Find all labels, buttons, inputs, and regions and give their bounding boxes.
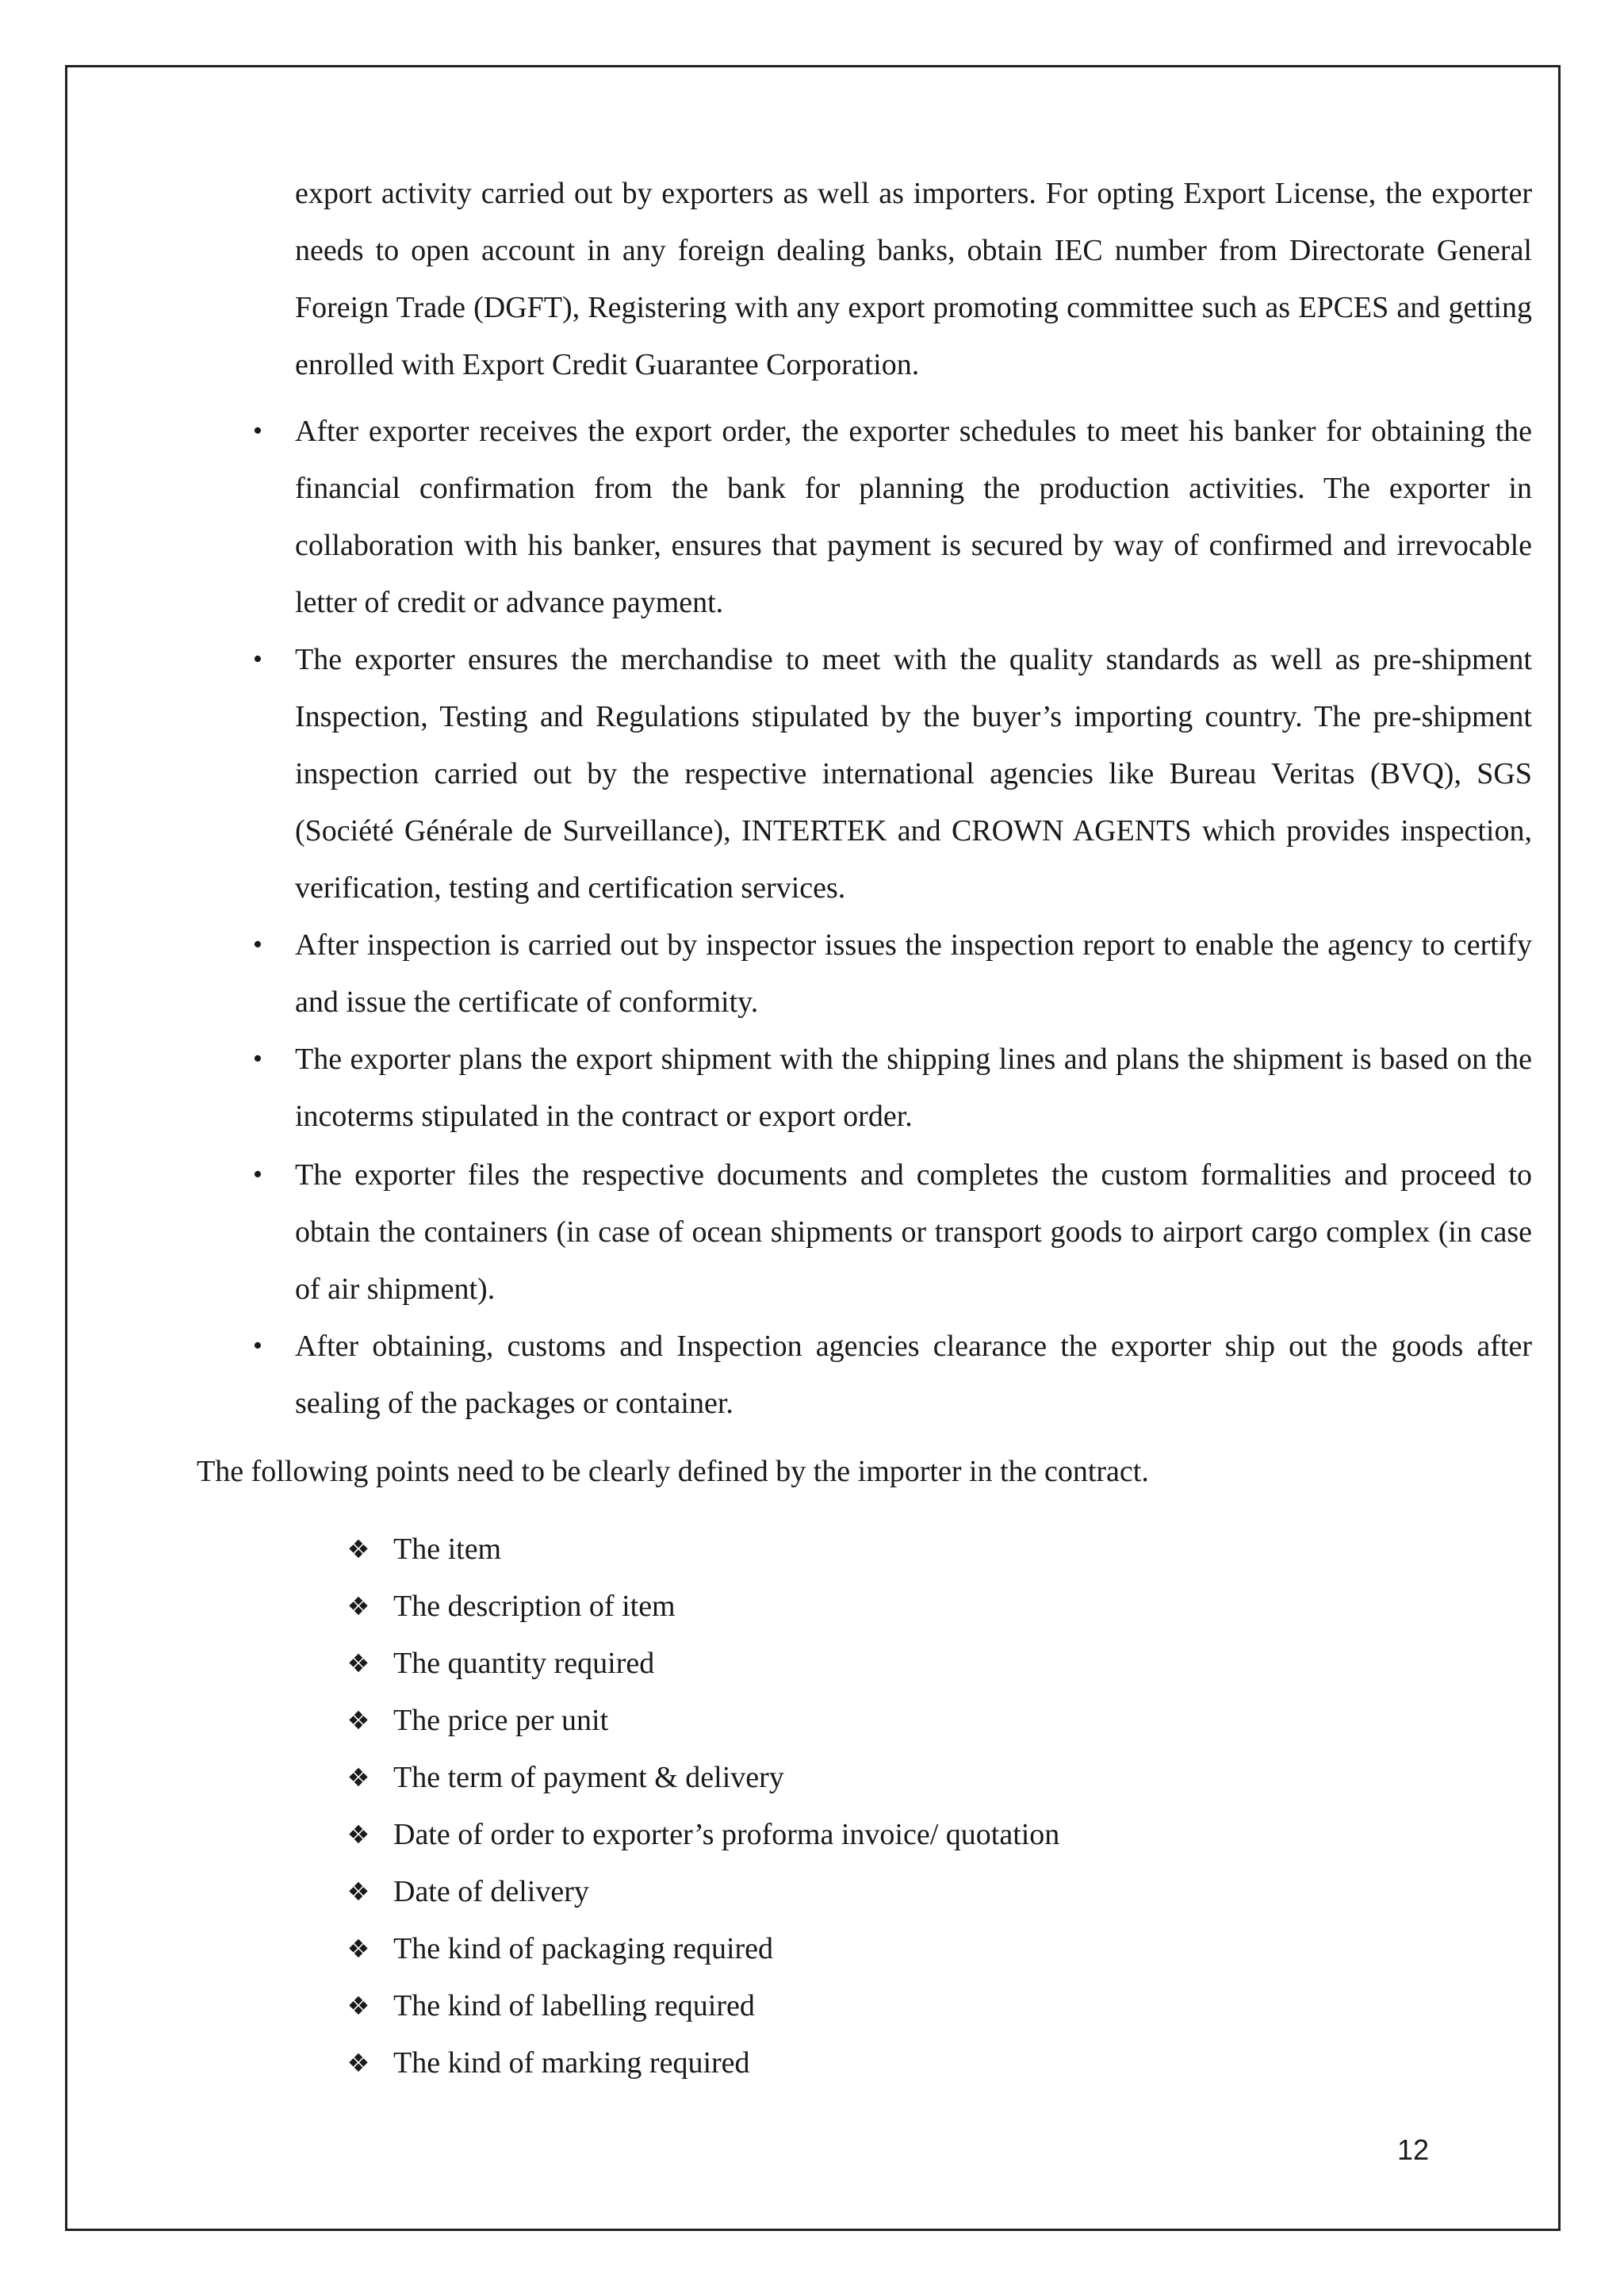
bullet-text: After inspection is carried out by inspector issues the inspection report to enable the agency to certify and issue the certificate of conformity. — [295, 928, 1532, 1019]
bullet-item — [253, 916, 1532, 1031]
bullet-dot-icon: • — [253, 1160, 262, 1189]
list-item-text: Date of delivery — [393, 1875, 589, 1908]
list-item-text: The item — [393, 1533, 502, 1566]
list-item — [347, 1863, 589, 1920]
list-item — [347, 1806, 1060, 1863]
bullet-item — [253, 1146, 1532, 1318]
diamond-cluster-icon: ❖ — [347, 1820, 370, 1850]
list-item — [347, 1521, 502, 1578]
list-item — [347, 2034, 750, 2091]
list-item-text: The price per unit — [393, 1704, 609, 1737]
list-item-text: The kind of marking required — [393, 2046, 750, 2080]
bullet-text: After obtaining, customs and Inspection agencies clearance the exporter ship out the goods after sealing of the packages or container. — [295, 1330, 1532, 1420]
bullet-text: The exporter plans the export shipment with the shipping lines and plans the shipment is based on the incoterms stipulated in the contract or export order. — [295, 1043, 1532, 1133]
diamond-cluster-icon: ❖ — [347, 1648, 370, 1678]
bullet-dot-icon: • — [253, 645, 262, 674]
list-item-text: The term of payment & delivery — [393, 1761, 784, 1794]
bullet-dot-icon: • — [253, 1044, 262, 1073]
diamond-cluster-icon: ❖ — [347, 1705, 370, 1735]
diamond-cluster-icon: ❖ — [347, 1591, 370, 1621]
bullet-item — [253, 631, 1532, 916]
bullet-item — [253, 403, 1532, 631]
bullet-item — [253, 1318, 1532, 1432]
bullet-dot-icon: • — [253, 930, 262, 959]
list-item-text: Date of order to exporter’s proforma invoice/ quotation — [393, 1818, 1060, 1851]
diamond-cluster-icon: ❖ — [347, 1877, 370, 1907]
list-item — [347, 1977, 755, 2034]
bullet-dot-icon: • — [253, 1331, 262, 1360]
bullet-text: After exporter receives the export order, the exporter schedules to meet his banker for obtaining the financial confirmation from the bank for planning the production activities. The exporter in collaboration with his banker, ensures that payment is secured by way of confirmed and irrevocable letter of credit or advance payment. — [295, 415, 1532, 619]
list-item — [347, 1692, 609, 1749]
diamond-cluster-icon: ❖ — [347, 1991, 370, 2021]
list-item-text: The kind of labelling required — [393, 1989, 755, 2022]
diamond-cluster-icon: ❖ — [347, 1534, 370, 1564]
bullet-dot-icon: • — [253, 416, 262, 446]
list-item-text: The description of item — [393, 1590, 676, 1623]
bullet-item — [253, 1031, 1532, 1145]
continuation-paragraph: export activity carried out by exporters as well as importers. For opting Export License, the exporter needs to open account in any foreign dealing banks, obtain IEC number from Directorate General Foreign Trade (DGFT), Registering with any export promoting committee such as EPCES and getting enrolled with Export Credit Guarantee Corporation. — [295, 177, 1532, 381]
list-item — [347, 1920, 774, 1977]
list-item — [347, 1635, 655, 1692]
list-item — [347, 1749, 784, 1806]
bullet-text: The exporter files the respective documents and completes the custom formalities and proceed to obtain the containers (in case of ocean shipments or transport goods to airport cargo complex (in case of air shipment). — [295, 1158, 1532, 1306]
diamond-cluster-icon: ❖ — [347, 1762, 370, 1793]
diamond-cluster-icon: ❖ — [347, 1934, 370, 1964]
list-item — [347, 1578, 676, 1635]
page-number: 12 — [1397, 2133, 1430, 2166]
list-item-text: The quantity required — [393, 1647, 655, 1680]
diamond-cluster-icon: ❖ — [347, 2048, 370, 2078]
contract-points-intro: The following points need to be clearly defined by the importer in the contract. — [197, 1455, 1149, 1488]
list-item-text: The kind of packaging required — [393, 1932, 774, 1965]
bullet-text: The exporter ensures the merchandise to meet with the quality standards as well as pre-shipment Inspection, Testing and Regulations stipulated by the buyer’s importing country. The pre-shipment inspection carried out by the respective international agencies like Bureau Veritas (BVQ), SGS (Société Générale de Surveillance), INTERTEK and CROWN AGENTS which provides inspection, verification, testing and certification services. — [295, 643, 1532, 905]
